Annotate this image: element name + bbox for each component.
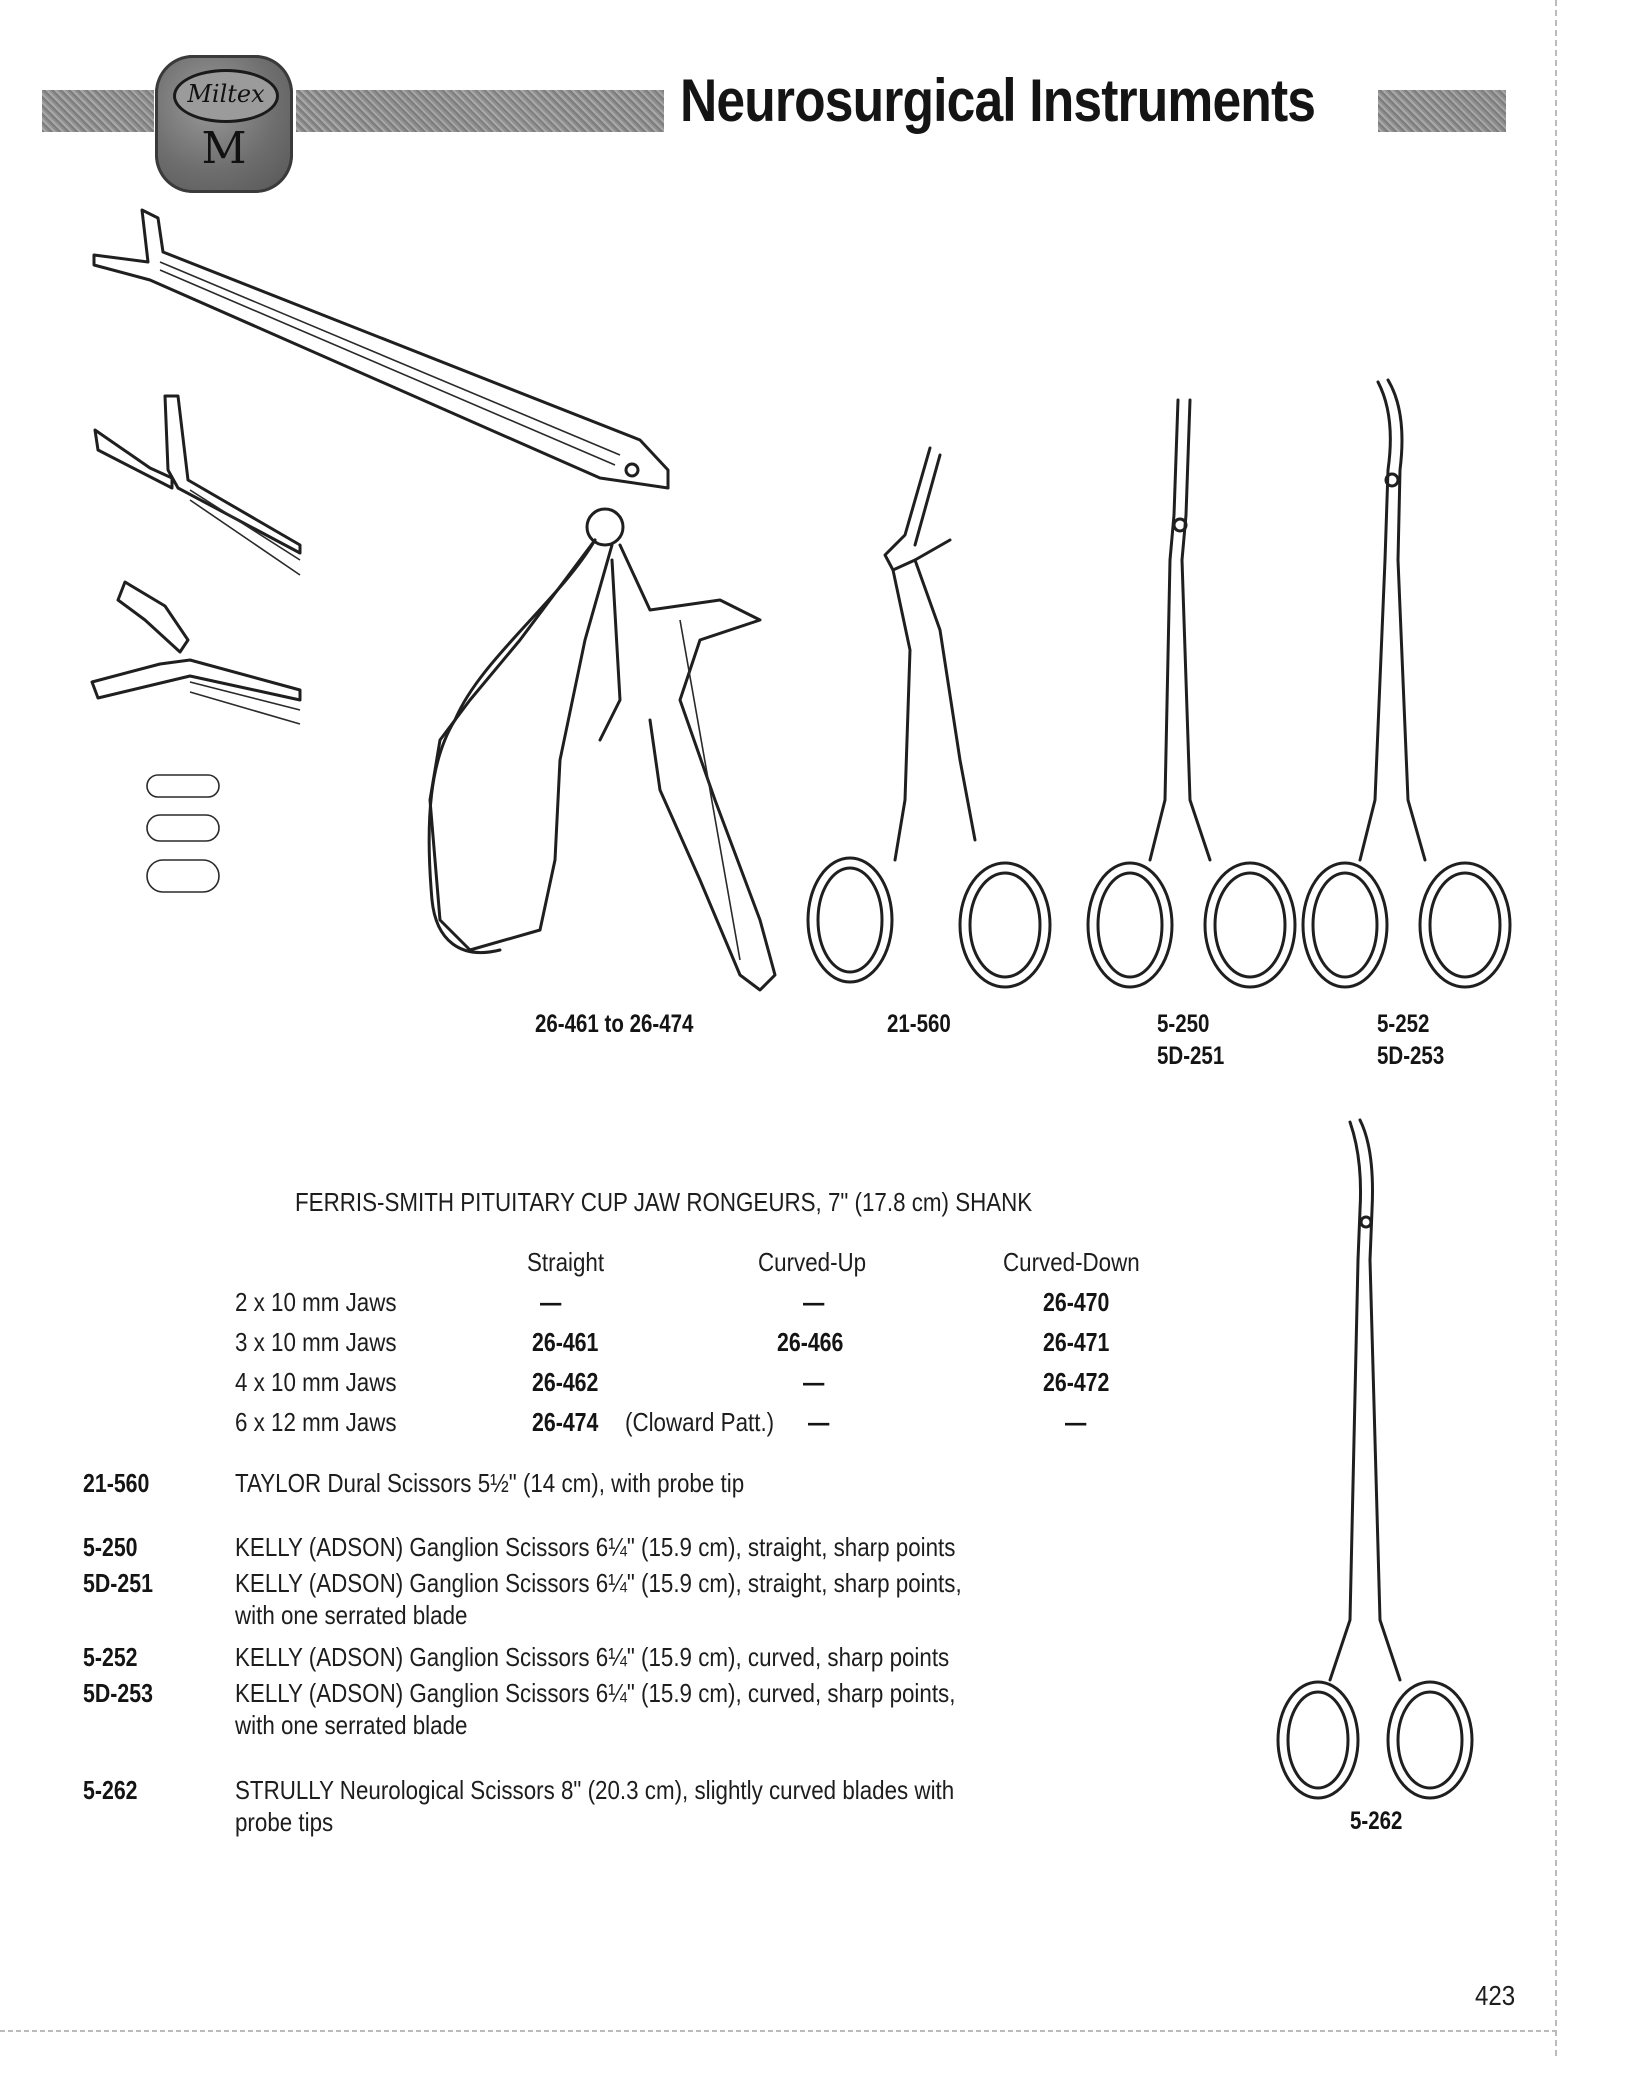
scan-edge-bottom: [0, 2030, 1560, 2032]
table-cell-straight: 26-461: [532, 1327, 599, 1357]
catalog-description: STRULLY Neurological Scissors 8" (20.3 cm), slightly curved blades with: [235, 1775, 955, 1805]
table-row-label: 4 x 10 mm Jaws: [235, 1367, 397, 1397]
table-cell-curved-up: —: [803, 1367, 825, 1397]
figure-label-kelly-straight-2: 5D-251: [1157, 1042, 1225, 1070]
column-header-straight: Straight: [527, 1247, 605, 1277]
table-row-label: 3 x 10 mm Jaws: [235, 1327, 397, 1357]
catalog-description: KELLY (ADSON) Ganglion Scissors 6¼" (15.9 cm), curved, sharp points: [235, 1642, 950, 1672]
catalog-description-cont: with one serrated blade: [235, 1600, 468, 1630]
table-cell-curved-down: —: [1065, 1407, 1087, 1437]
table-cell-curved-down: 26-471: [1043, 1327, 1110, 1357]
table-cell-curved-down: 26-470: [1043, 1287, 1110, 1317]
catalog-code: 5-250: [83, 1532, 138, 1562]
table-cell-curved-up: —: [808, 1407, 830, 1437]
catalog-description: KELLY (ADSON) Ganglion Scissors 6¼" (15.9 cm), straight, sharp points: [235, 1532, 956, 1562]
figure-label-kelly-curved-1: 5-252: [1377, 1010, 1430, 1038]
figure-label-kelly-straight-1: 5-250: [1157, 1010, 1210, 1038]
catalog-description: KELLY (ADSON) Ganglion Scissors 6¼" (15.9 cm), curved, sharp points,: [235, 1678, 956, 1708]
table-row-label: 2 x 10 mm Jaws: [235, 1287, 397, 1317]
catalog-code: 5-252: [83, 1642, 138, 1672]
table-cell-curved-up: 26-466: [777, 1327, 844, 1357]
figure-label-strully: 5-262: [1350, 1807, 1403, 1835]
page-title: Neurosurgical Instruments: [680, 67, 1316, 134]
column-header-curved-down: Curved-Down: [1003, 1247, 1140, 1277]
column-header-curved-up: Curved-Up: [758, 1247, 867, 1277]
figure-label-rongeur: 26-461 to 26-474: [535, 1010, 694, 1038]
catalog-code: 5D-253: [83, 1678, 153, 1708]
table-row-label: 6 x 12 mm Jaws: [235, 1407, 397, 1437]
catalog-description: KELLY (ADSON) Ganglion Scissors 6¼" (15.9 cm), straight, sharp points,: [235, 1568, 962, 1598]
page-number: 423: [1475, 1980, 1516, 2011]
figure-label-taylor: 21-560: [887, 1010, 951, 1038]
logo-letter: M: [201, 123, 247, 174]
catalog-code: 5D-251: [83, 1568, 153, 1598]
catalog-code: 21-560: [83, 1468, 150, 1498]
rongeur-table-title: FERRIS-SMITH PITUITARY CUP JAW RONGEURS, 7" (17.8 cm) SHANK: [295, 1187, 1033, 1217]
catalog-description: TAYLOR Dural Scissors 5½" (14 cm), with probe tip: [235, 1468, 745, 1498]
table-cell-straight: —: [540, 1287, 562, 1317]
table-cell-curved-up: —: [803, 1287, 825, 1317]
catalog-description-cont: probe tips: [235, 1807, 334, 1837]
table-cell-curved-down: 26-472: [1043, 1367, 1110, 1397]
catalog-description-cont: with one serrated blade: [235, 1710, 468, 1740]
scan-edge-right: [1555, 0, 1557, 2060]
catalog-code: 5-262: [83, 1775, 138, 1805]
logo-script: Miltex: [187, 80, 265, 108]
table-cell-straight: 26-462: [532, 1367, 599, 1397]
table-cell-straight-note: (Cloward Patt.): [625, 1407, 775, 1437]
figure-label-kelly-curved-2: 5D-253: [1377, 1042, 1445, 1070]
table-cell-straight: 26-474: [532, 1407, 599, 1437]
